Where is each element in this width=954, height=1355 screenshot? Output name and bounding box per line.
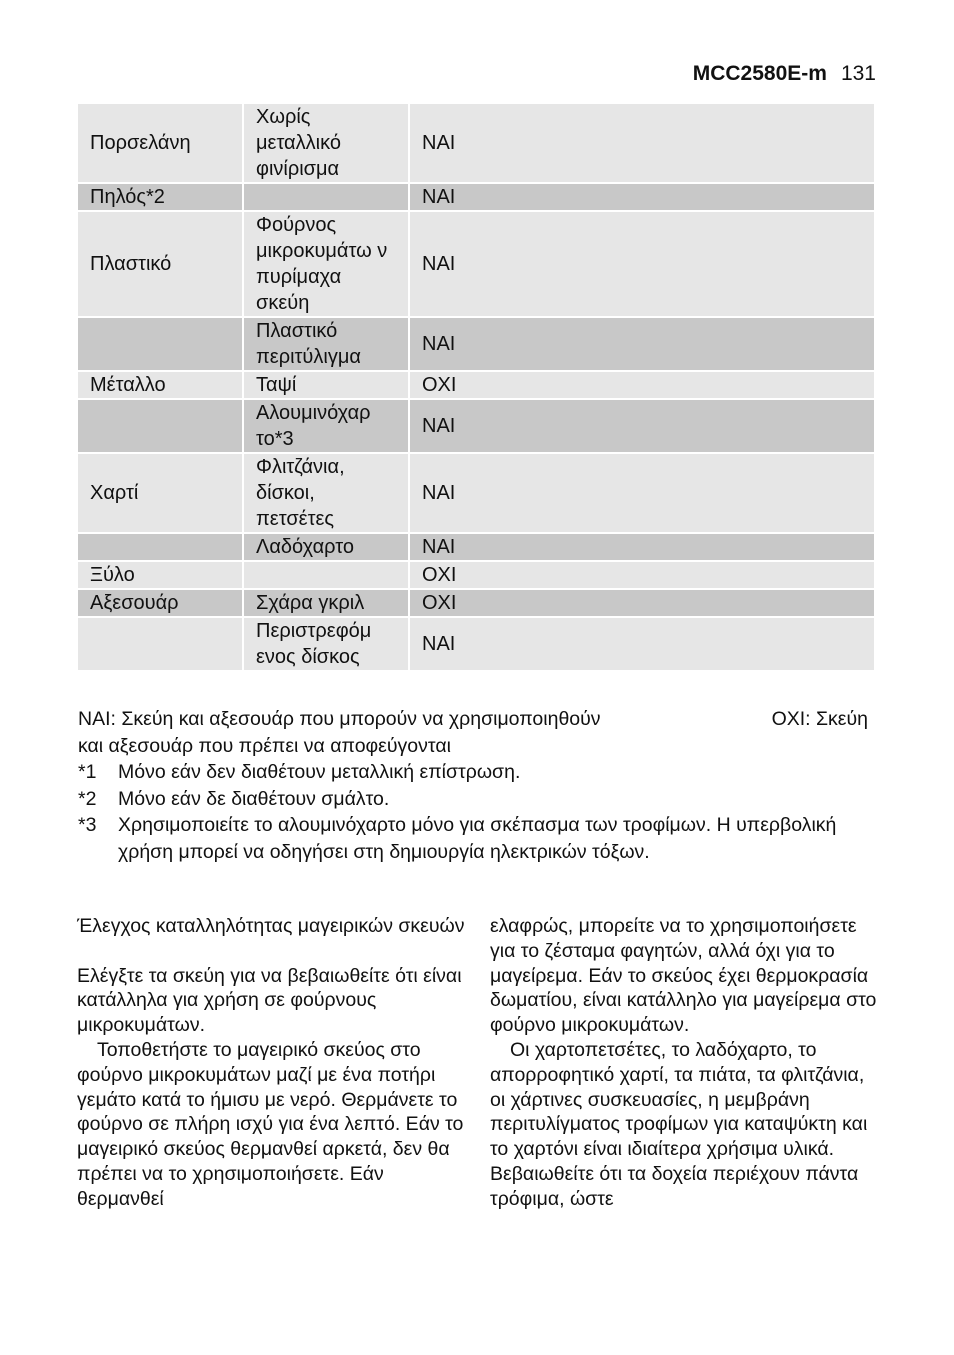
section-heading: Έλεγχος καταλληλότητας μαγειρικών σκευών [77,915,465,937]
item-cell: Σχάρα γκριλ [243,589,409,617]
legend-no: ΟΧΙ: Σκεύη [771,708,868,730]
footnote-text: Χρησιμοποιείτε το αλουμινόχαρτο μόνο για σκέπασμα των τροφίμων. Η υπερβολική χρήση μπορεί να οδηγήσει στη δημιουργία ηλεκτρικών τόξων. [118,814,837,863]
answer-cell: ΝΑΙ [409,211,875,317]
table-row [77,371,875,399]
item-cell: Φλιτζάνια, δίσκοι, πετσέτες [243,453,409,533]
table-row [77,183,875,211]
footnote-key: *2 [78,787,97,810]
answer-cell: ΝΑΙ [409,533,875,561]
material-cell [77,533,243,561]
material-cell: Χαρτί [77,453,243,533]
material-cell: Μέταλλο [77,371,243,399]
cookware-table [76,102,876,672]
footnote-text: Μόνο εάν δεν διαθέτουν μεταλλική επίστρωση. [118,761,521,783]
answer-cell: ΟΧΙ [409,561,875,589]
table-row [77,317,875,371]
footnote-text: Μόνο εάν δε διαθέτουν σμάλτο. [118,787,390,810]
material-cell: Ξύλο [77,561,243,589]
paragraph: Ελέγξτε τα σκεύη για να βεβαιωθείτε ότι είναι κατάλληλα για χρήση σε φούρνους μικροκυμάτων. [77,964,462,1037]
material-cell: Πηλός*2 [77,183,243,211]
item-cell: Φούρνος μικροκυμάτω ν πυρίμαχα σκεύη [243,211,409,317]
legend [78,706,868,865]
table-row [77,453,875,533]
legend-yes: ΝΑΙ: Σκεύη και αξεσουάρ που μπορούν να χρησιμοποιηθούν [78,708,601,730]
item-cell: Πλαστικό περιτύλιγμα [243,317,409,371]
answer-cell: ΝΑΙ [409,317,875,371]
item-cell: Περιστρεφόμ ενος δίσκος [243,617,409,671]
item-cell: Χωρίς μεταλλικό φινίρισμα [243,103,409,183]
table-row [77,533,875,561]
answer-cell: ΝΑΙ [409,103,875,183]
paragraph: Τοποθετήστε το μαγειρικό σκεύος στο φούρνο μικροκυμάτων μαζί με ένα ποτήρι γεμάτο κατά το ήμισυ με νερό. Θερμάνετε το φούρνο σε πλήρη ισχύ για ένα λεπτό. Εάν το μαγειρικό σκεύος θερμανθεί αρκετά, δεν θα πρέπει να το χρησιμοποιήσετε. Εάν θερμανθεί [77,1038,464,1210]
right-column [490,914,882,1212]
table-row [77,399,875,453]
paragraph: ελαφρώς, μπορείτε να το χρησιμοποιήσετε για το ζέσταμα φαγητών, αλλά όχι για το μαγείρεμα. Εάν το σκεύος έχει θερμοκρασία δωματίου, είναι κατάλληλο για μαγείρεμα στο φούρνο μικροκυμάτων. [490,915,877,1037]
table-row [77,103,875,183]
answer-cell: ΝΑΙ [409,183,875,211]
footnote-2 [78,786,868,813]
footnote-key: *1 [78,761,97,783]
page-header [693,62,876,86]
page-number: 131 [840,62,876,85]
item-cell: Αλουμινόχαρ το*3 [243,399,409,453]
table-row [77,561,875,589]
answer-cell: ΟΧΙ [409,589,875,617]
cookware-table-body [77,103,875,671]
model-number: MCC2580E-m [692,62,827,85]
footnote-1 [78,759,868,786]
answer-cell: ΝΑΙ [409,617,875,671]
item-cell: Λαδόχαρτο [243,533,409,561]
table-row [77,589,875,617]
footnote-3 [78,812,868,865]
material-cell [77,617,243,671]
material-cell: Πλαστικό [77,211,243,317]
material-cell [77,399,243,453]
material-cell: Πορσελάνη [77,103,243,183]
left-column [77,914,469,1212]
legend-line [78,706,868,733]
answer-cell: ΝΑΙ [409,399,875,453]
footnote-key: *3 [78,814,97,836]
material-cell [77,317,243,371]
paragraph: Οι χαρτοπετσέτες, το λαδόχαρτο, το απορροφητικό χαρτί, τα πιάτα, τα φλιτζάνια, οι χάρτινες συσκευασίες, η μεμβράνη περιτυλίγματος τροφίμων για καταψύκτη και το χαρτόνι είναι ιδιαίτερα χρήσιμα υλικά. Βεβαιωθείτε ότι τα δοχεία περιέχουν πάντα τρόφιμα, ώστε [490,1038,868,1210]
table-row [77,211,875,317]
table-row [77,617,875,671]
item-cell: Ταψί [243,371,409,399]
legend-no-continued: και αξεσουάρ που πρέπει να αποφεύγονται [78,734,451,757]
item-cell [243,561,409,589]
answer-cell: ΟΧΙ [409,371,875,399]
item-cell [243,183,409,211]
answer-cell: ΝΑΙ [409,453,875,533]
material-cell: Αξεσουάρ [77,589,243,617]
